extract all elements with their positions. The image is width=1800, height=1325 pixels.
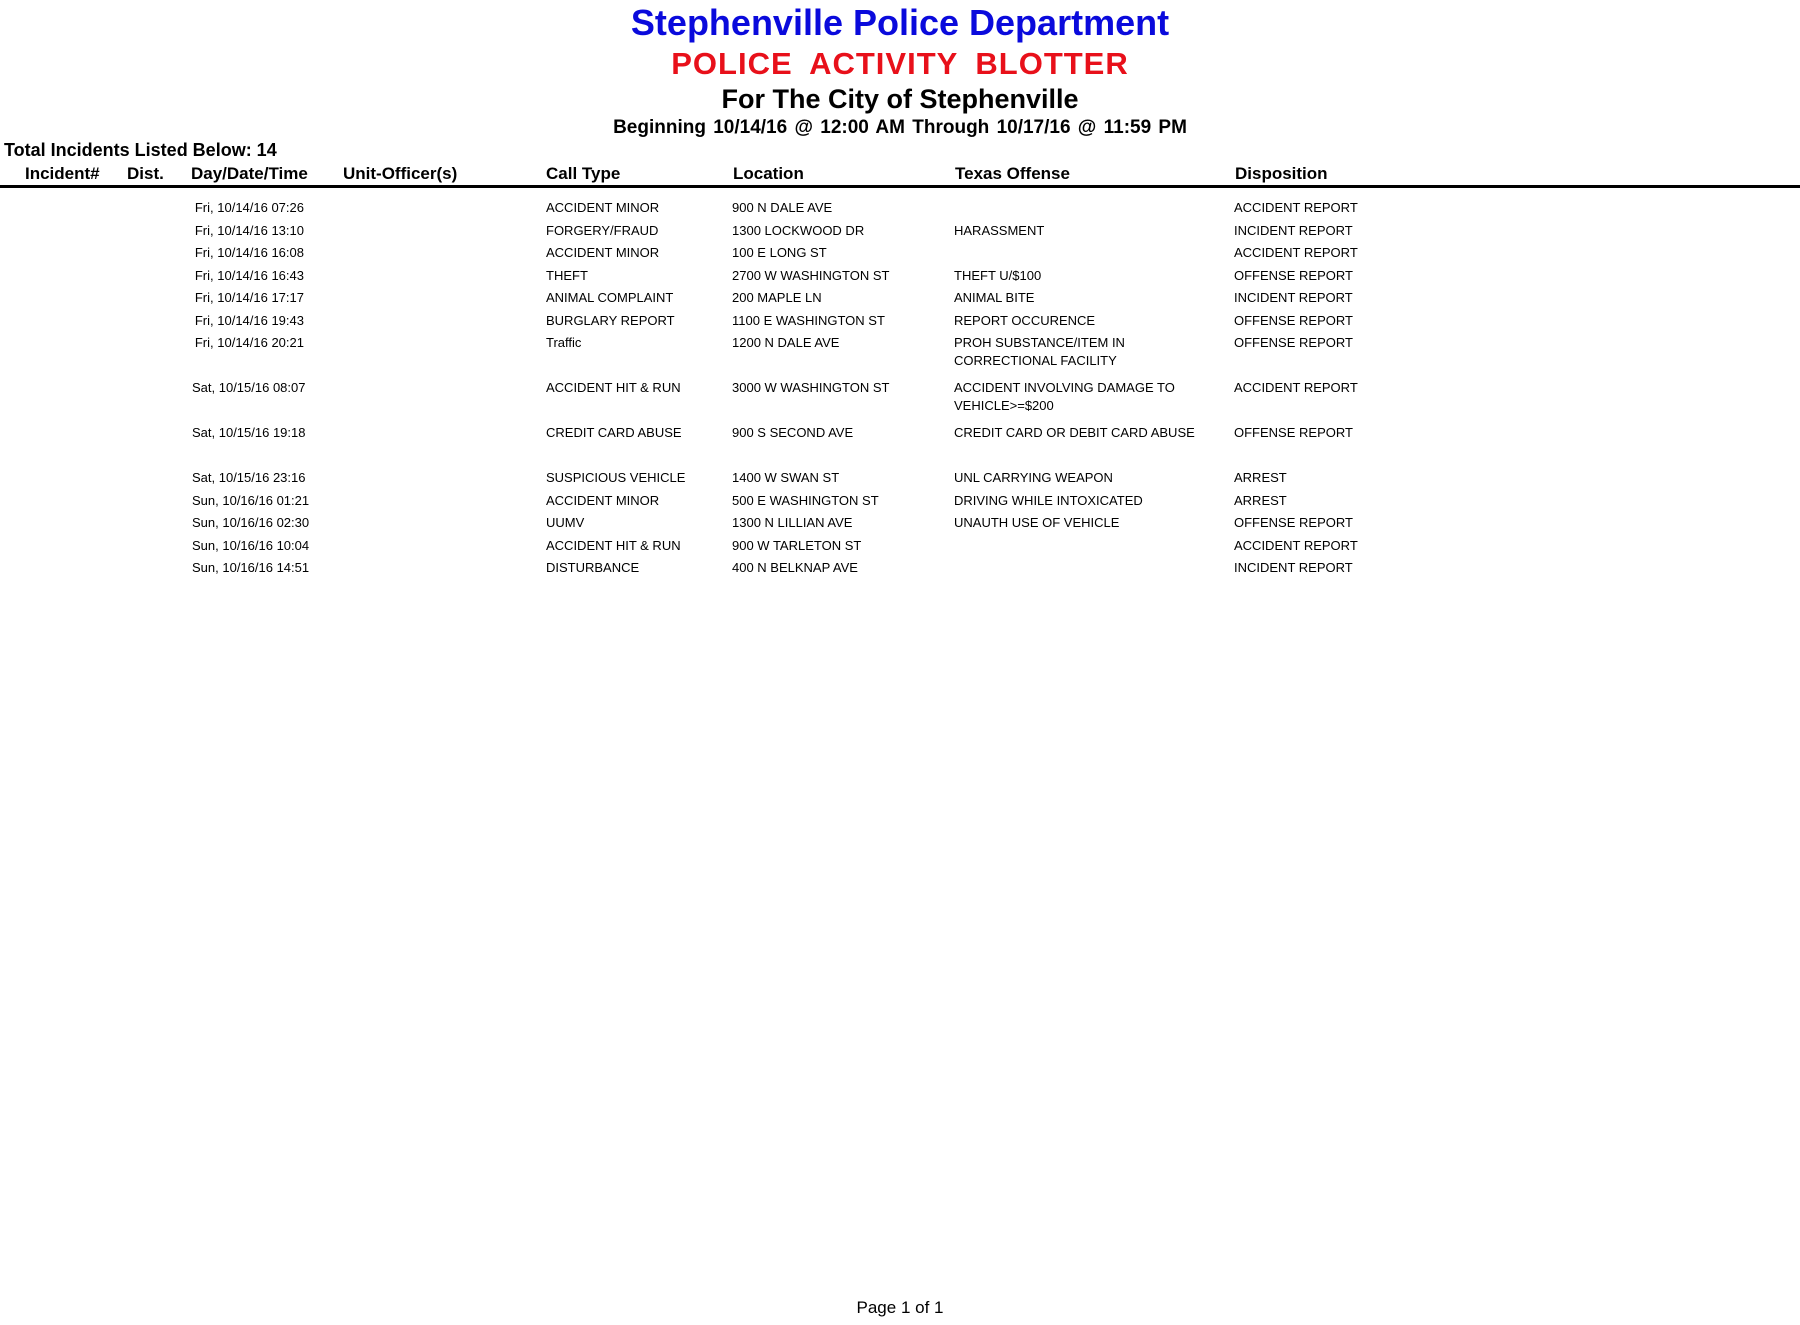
row-call-type: CREDIT CARD ABUSE — [546, 425, 682, 440]
row-offense: HARASSMENT — [954, 222, 1045, 238]
row-location: 900 W TARLETON ST — [732, 537, 862, 553]
row-call-type: SUSPICIOUS VEHICLE — [546, 470, 686, 485]
row-location: 900 N DALE AVE — [732, 200, 833, 215]
row-call-type: FORGERY/FRAUD — [546, 222, 659, 238]
row-datetime: Fri, 10/14/16 16:08 — [194, 245, 304, 260]
row-disposition: ACCIDENT REPORT — [1234, 537, 1358, 553]
row-disposition: ACCIDENT REPORT — [1234, 200, 1358, 215]
column-header-dist: Dist. — [127, 164, 164, 183]
department-title: Stephenville Police Department — [630, 2, 1170, 43]
row-location: 500 E WASHINGTON ST — [732, 492, 879, 508]
row-location: 200 MAPLE LN — [732, 290, 822, 305]
row-disposition: OFFENSE REPORT — [1234, 312, 1353, 328]
row-disposition: ARREST — [1234, 492, 1287, 508]
row-location: 1300 N LILLIAN AVE — [732, 515, 853, 530]
row-call-type: ACCIDENT MINOR — [546, 200, 660, 215]
row-call-type: ANIMAL COMPLAINT — [546, 290, 674, 305]
row-offense: PROH SUBSTANCE/ITEM IN CORRECTIONAL FACILITY — [954, 335, 1125, 368]
row-disposition: INCIDENT REPORT — [1234, 222, 1353, 238]
report-title: POLICE ACTIVITY BLOTTER — [671, 46, 1129, 81]
row-offense: CREDIT CARD OR DEBIT CARD ABUSE — [954, 425, 1195, 440]
header-rule — [0, 185, 1800, 188]
row-call-type: ACCIDENT MINOR — [546, 245, 660, 260]
row-datetime: Fri, 10/14/16 17:17 — [194, 290, 304, 305]
row-disposition: ACCIDENT REPORT — [1234, 245, 1358, 260]
row-datetime: Sun, 10/16/16 10:04 — [192, 537, 310, 553]
column-header-datetime: Day/Date/Time — [191, 164, 308, 183]
table-row — [0, 334, 1800, 374]
row-location: 1300 LOCKWOOD DR — [732, 222, 865, 238]
row-call-type: DISTURBANCE — [546, 560, 640, 575]
row-disposition: ACCIDENT REPORT — [1234, 380, 1358, 395]
row-offense: THEFT U/$100 — [954, 267, 1042, 283]
row-datetime: Sat, 10/15/16 08:07 — [192, 380, 306, 395]
table-row — [0, 424, 1800, 464]
row-location: 2700 W WASHINGTON ST — [732, 267, 890, 283]
row-offense: UNAUTH USE OF VEHICLE — [954, 515, 1120, 530]
row-datetime: Sun, 10/16/16 14:51 — [192, 560, 310, 575]
row-datetime: Fri, 10/14/16 19:43 — [194, 312, 304, 328]
row-location: 1200 N DALE AVE — [732, 335, 840, 350]
row-location: 3000 W WASHINGTON ST — [732, 380, 890, 395]
row-disposition: OFFENSE REPORT — [1234, 515, 1353, 530]
row-location: 400 N BELKNAP AVE — [732, 560, 858, 575]
row-datetime: Fri, 10/14/16 16:43 — [194, 267, 304, 283]
row-disposition: OFFENSE REPORT — [1234, 335, 1353, 350]
city-line: For The City of Stephenville — [721, 84, 1079, 114]
row-disposition: OFFENSE REPORT — [1234, 267, 1353, 283]
row-call-type: ACCIDENT MINOR — [546, 492, 660, 508]
table-row — [0, 379, 1800, 419]
row-datetime: Sat, 10/15/16 23:16 — [192, 470, 306, 485]
row-offense: UNL CARRYING WEAPON — [954, 470, 1113, 485]
column-header-incident: Incident# — [25, 164, 100, 183]
row-call-type: Traffic — [546, 335, 582, 350]
column-header-call-type: Call Type — [546, 164, 621, 183]
row-offense: REPORT OCCURENCE — [954, 312, 1096, 328]
row-call-type: ACCIDENT HIT & RUN — [546, 380, 681, 395]
row-disposition: OFFENSE REPORT — [1234, 425, 1353, 440]
column-header-offense: Texas Offense — [955, 164, 1070, 183]
row-call-type: ACCIDENT HIT & RUN — [546, 537, 681, 553]
table-row — [0, 559, 1800, 599]
row-datetime: Fri, 10/14/16 07:26 — [194, 200, 304, 215]
column-header-location: Location — [733, 164, 804, 183]
row-disposition: INCIDENT REPORT — [1234, 290, 1353, 305]
row-call-type: THEFT — [546, 267, 588, 283]
row-offense: DRIVING WHILE INTOXICATED — [954, 492, 1143, 508]
row-datetime: Fri, 10/14/16 13:10 — [194, 222, 304, 238]
page-number: Page 1 of 1 — [856, 1298, 944, 1317]
row-location: 1400 W SWAN ST — [732, 470, 840, 485]
row-location: 100 E LONG ST — [732, 245, 827, 260]
row-call-type: BURGLARY REPORT — [546, 312, 675, 328]
row-call-type: UUMV — [546, 515, 585, 530]
row-datetime: Sun, 10/16/16 02:30 — [192, 515, 310, 530]
row-disposition: ARREST — [1234, 470, 1287, 485]
row-offense: ACCIDENT INVOLVING DAMAGE TO VEHICLE>=$200 — [954, 380, 1175, 413]
date-range: Beginning 10/14/16 @ 12:00 AM Through 10/17/16 @ 11:59 PM — [613, 117, 1187, 138]
row-disposition: INCIDENT REPORT — [1234, 560, 1353, 575]
row-offense: ANIMAL BITE — [954, 290, 1035, 305]
column-header-disposition: Disposition — [1235, 164, 1328, 183]
total-incidents: Total Incidents Listed Below: 14 — [4, 140, 277, 160]
row-location: 1100 E WASHINGTON ST — [732, 312, 885, 328]
row-location: 900 S SECOND AVE — [732, 425, 854, 440]
row-datetime: Fri, 10/14/16 20:21 — [194, 335, 304, 350]
column-header-unit: Unit-Officer(s) — [343, 164, 458, 183]
row-datetime: Sat, 10/15/16 19:18 — [192, 425, 306, 440]
row-datetime: Sun, 10/16/16 01:21 — [192, 492, 310, 508]
